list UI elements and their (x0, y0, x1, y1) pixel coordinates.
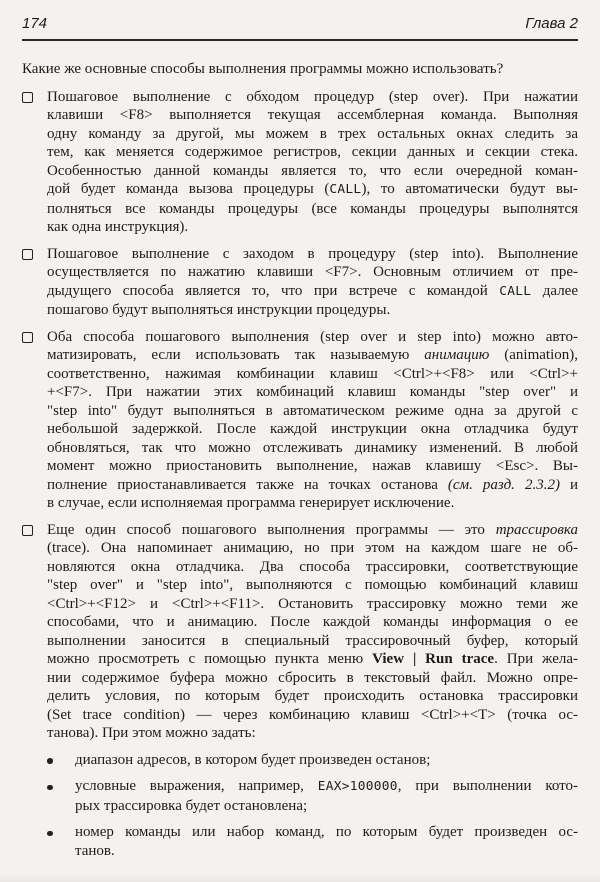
page-number: 174 (22, 15, 48, 32)
checkbox-bullet-icon (22, 332, 33, 343)
text-line: "step into" будут выполняться в автоматическом режиме одна за другой с (47, 402, 578, 419)
text-line: Еще один способ пошагового выполнения программы — это трассировка (47, 521, 578, 538)
text-line: "step over" и "step into", выполняются с помощью комбинаций клавиш (47, 577, 578, 593)
text-line: Пошаговое выполнение с обходом процедур (step over). При нажатии (47, 88, 578, 105)
paragraph-body (22, 60, 578, 79)
text-line: выполнении заносится в специальный трассировочный буфер, который (47, 632, 578, 649)
checkbox-bullet-icon (22, 525, 33, 536)
text-line: небольшой задержкой. После каждой инструкции окна отладчика будут (47, 421, 578, 437)
bullet-item (22, 88, 578, 237)
paragraph-body (47, 88, 578, 237)
text-line: Оба способа пошагового выполнения (step over и step into) можно авто- (47, 328, 578, 345)
paragraph-body (75, 751, 578, 770)
bullet-item (22, 328, 578, 513)
text-line: дыдущего способа является то, что при встрече с командой CALL далее (47, 282, 578, 299)
text-line: пошагово будут выполняться инструкции процедуры. (47, 302, 391, 318)
bullet-marker (47, 751, 75, 770)
text-line: (Set trace condition) — через комбинацию клавиш <Ctrl>+<T> (точка ос- (47, 706, 578, 723)
text-line: делить условия, по которым будет происходить остановка трассировки (47, 688, 578, 704)
checkbox-bullet-icon (22, 249, 33, 260)
sub-bullet-item (47, 751, 578, 770)
bullet-item (22, 245, 578, 320)
bullet-item (22, 521, 578, 743)
text-line: осуществляется по нажатию клавиши <F7>. Основным отличием от пре- (47, 264, 578, 280)
bullet-marker (47, 777, 75, 815)
text-line: новляются окна отладчика. Два способа трассировки, соответствующие (47, 558, 578, 575)
text-line: нии содержимое буфера можно сбросить в текстовый файл. Можно опре- (47, 669, 578, 686)
text-line: тем, как меняется содержимое регистров, секции данных и секции стека. (47, 144, 578, 160)
text-line: диапазон адресов, в котором будет произведен останов; (75, 751, 431, 768)
text-line: танов. (75, 842, 115, 859)
text-line: рых трассировка будет остановлена; (75, 797, 308, 814)
text-line: (trace). Она напоминает анимацию, но при этом на каждом шаге не об- (47, 540, 578, 556)
page-content (22, 60, 578, 860)
paragraph-body (47, 245, 578, 320)
scan-shadow (0, 872, 600, 882)
text-line: полнение приостанавливается также на точках останова (см. разд. 2.3.2) и (47, 476, 578, 493)
text-line: клавиши <F8> выполняется текущая ассемблерная команда. Выполняя (47, 107, 578, 123)
text-line: момент можно приостановить выполнение, нажав клавишу <Esc>. Вы- (47, 458, 578, 474)
text-line: можно просмотреть с помощью пункта меню View | Run trace. При жела- (47, 651, 578, 667)
bullet-marker (47, 823, 75, 860)
paragraph-body (75, 777, 578, 815)
sub-bullet-item (47, 823, 578, 860)
paragraph-body (47, 521, 578, 743)
dot-bullet-icon (47, 785, 53, 791)
text-line: Какие же основные способы выполнения программы можно использовать? (22, 61, 504, 77)
text-line: условные выражения, например, EAX>100000, при выполнении кото- (75, 778, 578, 794)
bullet-marker (22, 521, 47, 743)
chapter-title: Глава 2 (525, 15, 578, 32)
bullet-marker (22, 88, 47, 237)
text-line: как одна инструкция). (47, 219, 189, 235)
dot-bullet-icon (47, 831, 53, 837)
dot-bullet-icon (47, 758, 53, 764)
text-line: Пошаговое выполнение с заходом в процедуру (step into). Выполнение (47, 245, 578, 262)
text-line: +<F7>. При нажатии этих комбинаций клавиш команды "step over" и (47, 384, 578, 400)
text-line: матизировать, если использовать так называемую анимацию (animation), (47, 347, 578, 363)
text-line: Особенностью данной команды является то, что если очередной коман- (47, 162, 578, 179)
text-line: <Ctrl>+<F12> и <Ctrl>+<F11>. Остановить трассировку можно теми же (47, 595, 578, 612)
paragraph-body (75, 823, 578, 860)
text-line: одну команду за другой, мы можем в трех остальных окнах следить за (47, 125, 578, 142)
text-line: способами, что и анимацию. После каждой команды информация о ее (47, 614, 578, 630)
text-line: в случае, если исполняемая программа генерирует исключение. (47, 495, 455, 511)
bullet-marker (22, 328, 47, 513)
sub-bullet-item (47, 777, 578, 815)
bullet-marker (22, 245, 47, 320)
text-line: обновляться, так что можно отслеживать динамику изменений. В любой (47, 439, 578, 456)
paragraph-body (47, 328, 578, 513)
page-header (22, 14, 578, 41)
checkbox-bullet-icon (22, 92, 33, 103)
text-line: танова). При этом можно задать: (47, 725, 256, 741)
text-line: соответственно, нажимая комбинации клавиш <Ctrl>+<F8> или <Ctrl>+ (47, 365, 578, 382)
text-line: дой будет команда вызова процедуры (CALL), то автоматически будут вы- (47, 181, 578, 197)
intro-paragraph (22, 60, 578, 79)
text-line: полняться все команды процедуры (все команды процедуры выполнятся (47, 200, 578, 217)
text-line: номер команды или набор команд, по которым будет произведен ос- (75, 824, 578, 840)
